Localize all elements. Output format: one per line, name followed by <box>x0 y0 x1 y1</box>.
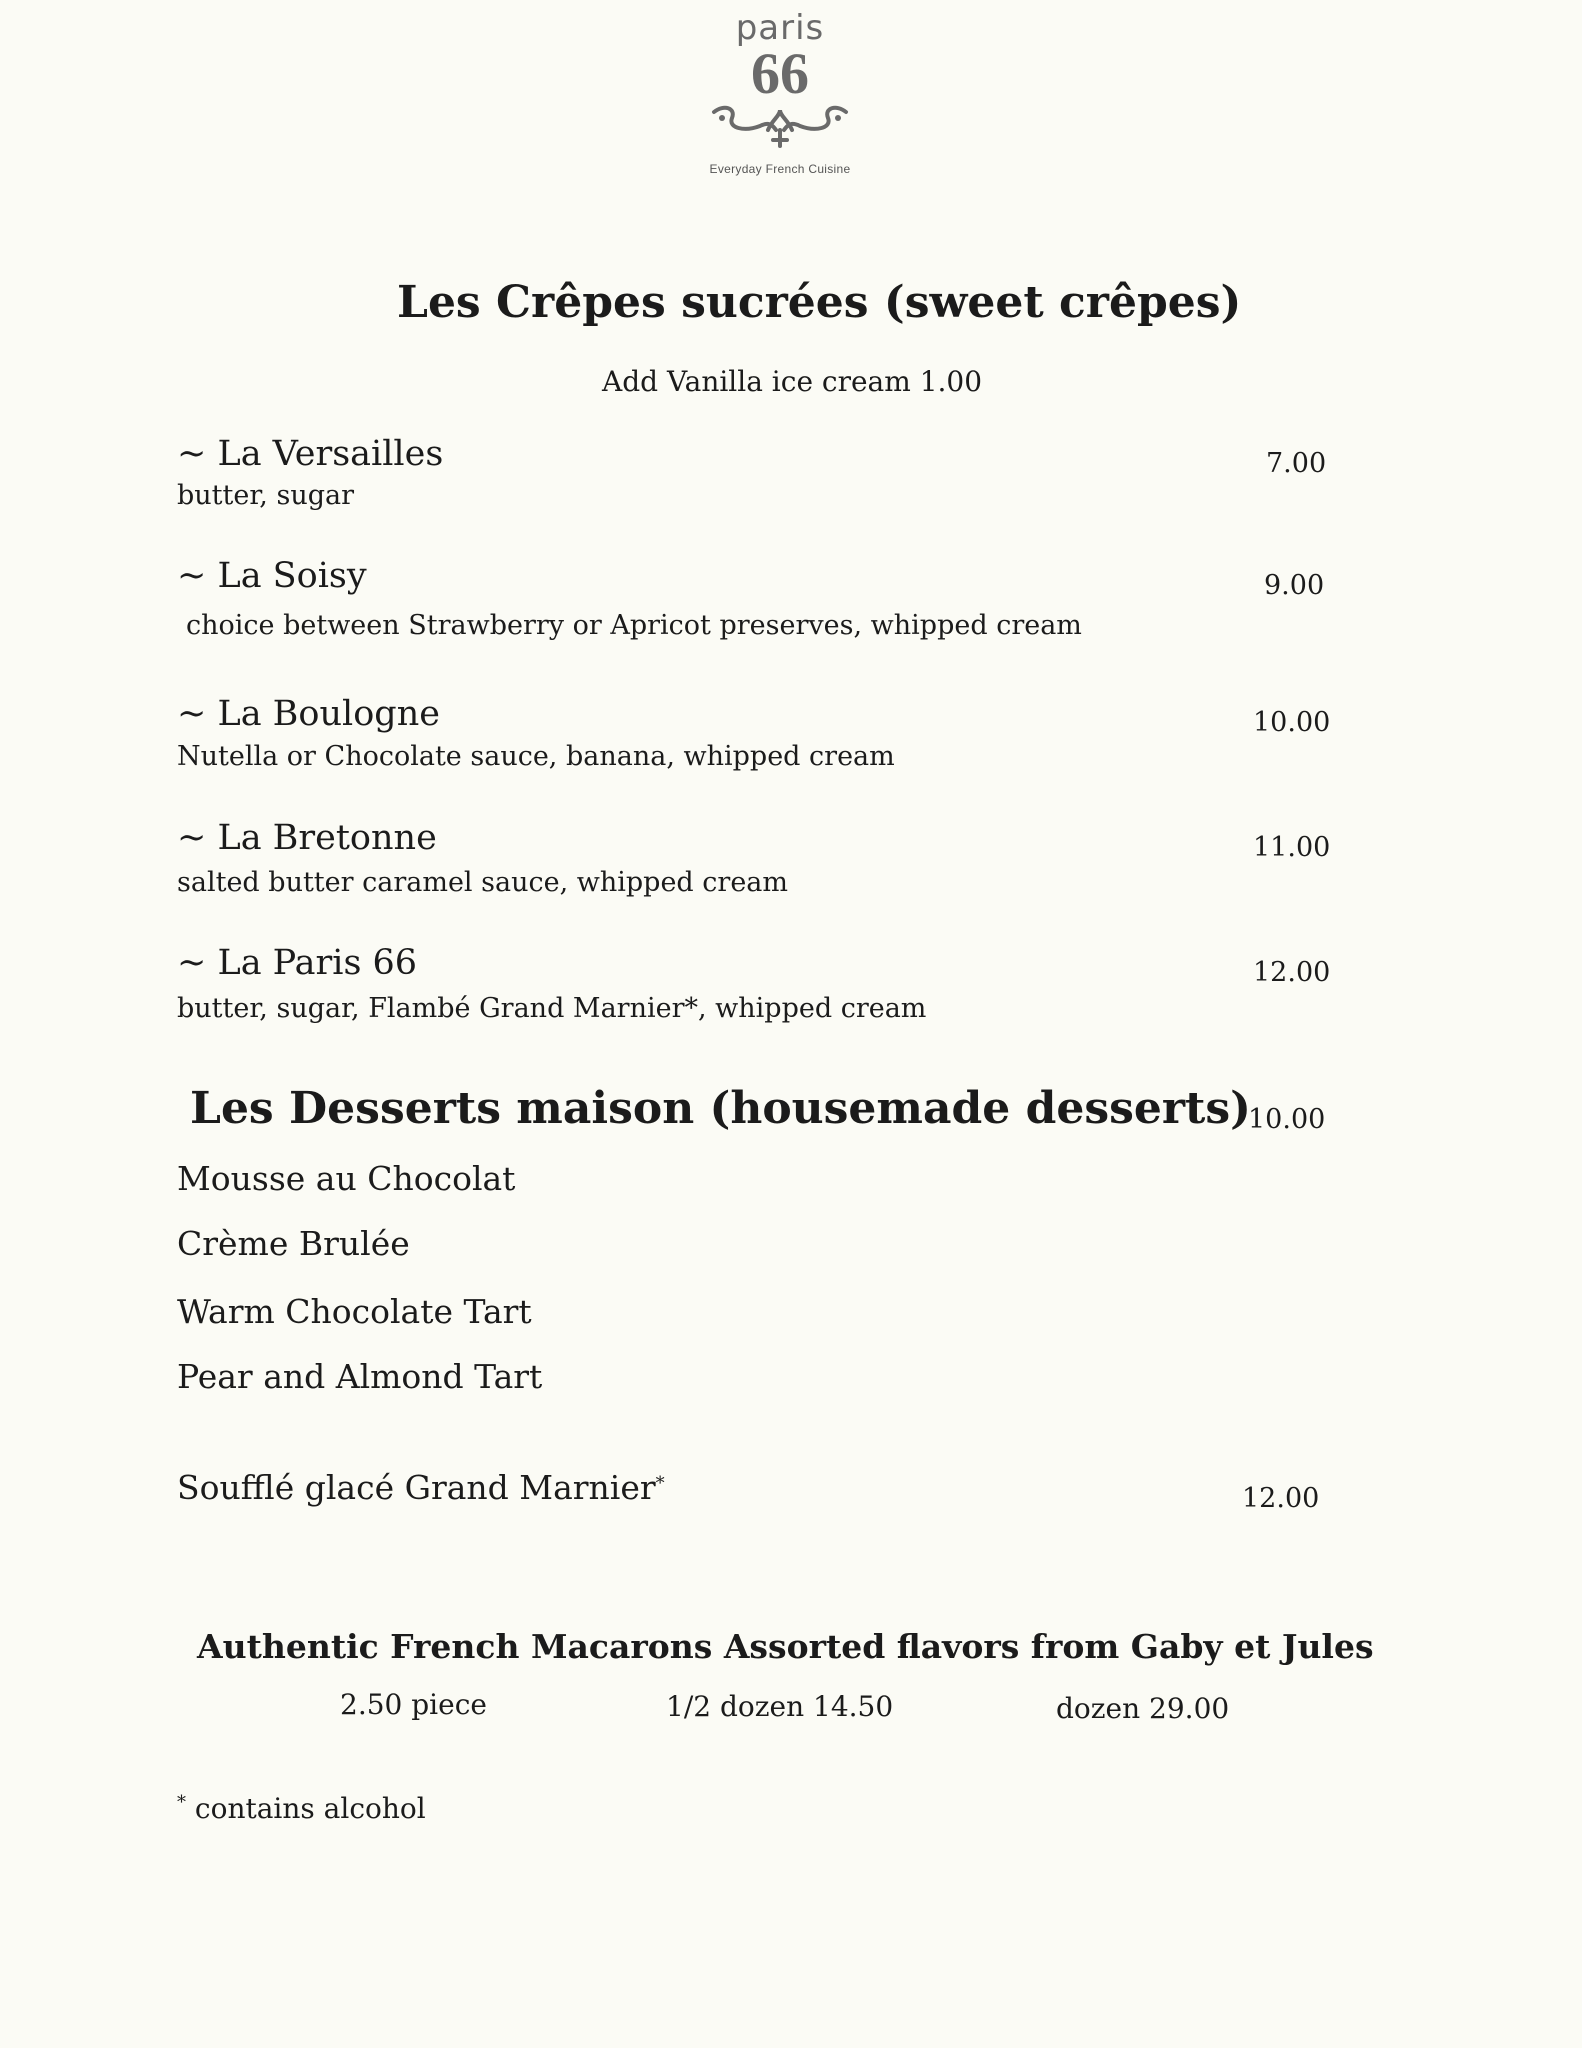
macaron-price-piece: 2.50 piece <box>340 1688 487 1721</box>
crepe-price-versailles: 7.00 <box>1266 448 1327 479</box>
logo-word: paris <box>735 8 825 48</box>
souffle-item <box>177 1468 665 1507</box>
crepe-desc-bretonne: salted butter caramel sauce, whipped cream <box>177 867 789 898</box>
paris66-logo <box>700 8 860 176</box>
crepe-price-bretonne: 11.00 <box>1253 832 1331 863</box>
macaron-price-dozen: dozen 29.00 <box>1056 1692 1230 1725</box>
dessert-item: Warm Chocolate Tart <box>177 1292 532 1331</box>
crepe-name-soisy: ~ La Soisy <box>177 556 367 596</box>
dessert-item: Mousse au Chocolat <box>177 1159 516 1198</box>
crepe-name-versailles: ~ La Versailles <box>177 434 444 474</box>
footnote-asterisk: * <box>177 1792 186 1813</box>
crepe-name-paris66: ~ La Paris 66 <box>177 943 418 983</box>
desserts-section-title: Les Desserts maison (housemade desserts) <box>190 1083 1251 1134</box>
macaron-price-half-dozen: 1/2 dozen 14.50 <box>666 1690 894 1723</box>
flourish-ornament-icon <box>710 102 850 148</box>
crepe-desc-versailles: butter, sugar <box>177 480 354 511</box>
alcohol-footnote <box>177 1792 426 1825</box>
logo-number: 66 <box>751 41 809 106</box>
dessert-item: Pear and Almond Tart <box>177 1357 543 1396</box>
dessert-item: Crème Brulée <box>177 1224 410 1263</box>
ice-cream-addon-note: Add Vanilla ice cream 1.00 <box>602 365 983 398</box>
crepe-name-boulogne: ~ La Boulogne <box>177 694 440 734</box>
crepe-desc-soisy: choice between Strawberry or Apricot preserves, whipped cream <box>186 610 1082 641</box>
crepe-name-bretonne: ~ La Bretonne <box>177 818 437 858</box>
crepe-desc-boulogne: Nutella or Chocolate sauce, banana, whipped cream <box>177 741 895 772</box>
macarons-title: Authentic French Macarons Assorted flavors from Gaby et Jules <box>197 1627 1374 1666</box>
desserts-price: 10.00 <box>1248 1104 1326 1135</box>
crepe-desc-paris66: butter, sugar, Flambé Grand Marnier*, whipped cream <box>177 993 927 1024</box>
souffle-price: 12.00 <box>1242 1483 1320 1514</box>
crepe-price-soisy: 9.00 <box>1264 570 1325 601</box>
crepes-section-title: Les Crêpes sucrées (sweet crêpes) <box>397 277 1242 328</box>
crepe-price-boulogne: 10.00 <box>1253 707 1331 738</box>
footnote-text: contains alcohol <box>194 1792 426 1825</box>
alcohol-asterisk: * <box>655 1473 665 1494</box>
souffle-name: Soufflé glacé Grand Marnier <box>177 1468 656 1507</box>
logo-tagline: Everyday French Cuisine <box>709 162 851 176</box>
crepe-price-paris66: 12.00 <box>1253 957 1331 988</box>
